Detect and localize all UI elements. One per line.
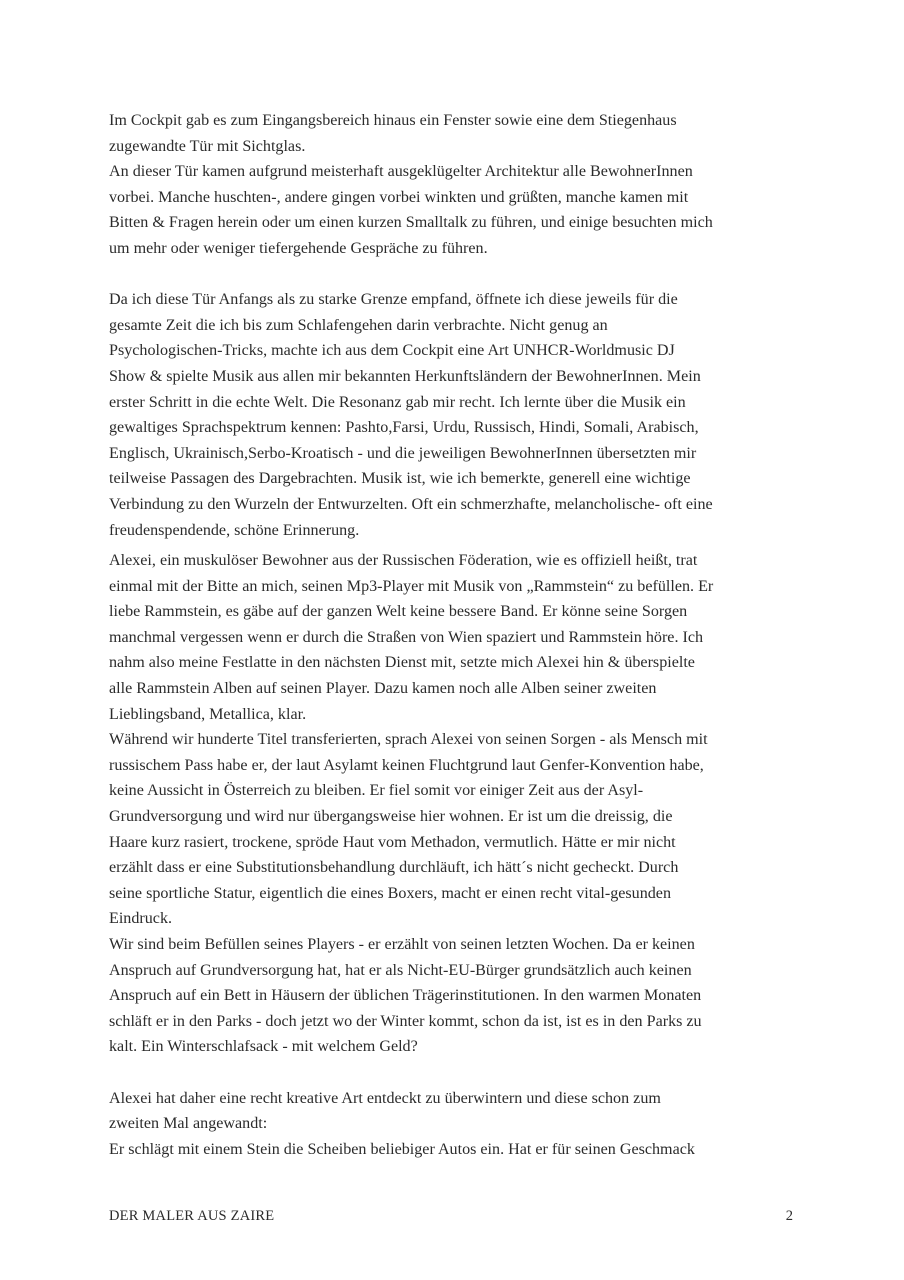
footer-document-title: DER MALER AUS ZAIRE <box>109 1208 275 1224</box>
page-body <box>109 108 799 1162</box>
paragraph-alexei-winter: Alexei hat daher eine recht kreative Art entdeckt zu überwintern und diese schon zum zweiten Mal angewandt: Er schlägt mit einem Stein die Scheiben beliebiger Autos ein. Hat er für seinen Geschmack <box>109 1089 695 1158</box>
paragraph-spacer <box>109 262 799 288</box>
paragraph-worldmusic-dj: Da ich diese Tür Anfangs als zu starke Grenze empfand, öffnete ich diese jeweils für die gesamte Zeit die ich bis zum Schlafengehen darin verbrachte. Nicht genug an Psychologischen-Tricks, machte ich aus dem Cockpit eine Art UNHCR-Worldmusic DJ Show & spielte Musik aus allen mir bekannten Herkunftsländern der BewohnerInnen. Mein erster Schritt in die echte Welt. Die Resonanz gab mir recht. Ich lernte über die Musik ein gewaltiges Sprachspektrum kennen: Pashto,Farsi, Urdu, Russisch, Hindi, Somali, Arabisch, Englisch, Ukrainisch,Serbo-Kroatisch - und die jeweiligen BewohnerInnen übersetzten mir teilweise Passagen des Dargebrachten. Musik ist, wie ich bemerkte, generell eine wichtige Verbindung zu den Wurzeln der Entwurzelten. Oft ein schmerzhafte, melancholische- oft eine freudenspendende, schöne Erinnerung. <box>109 291 713 539</box>
paragraph-alexei-rammstein: Alexei, ein muskulöser Bewohner aus der Russischen Föderation, wie es offiziell heißt, trat einmal mit der Bitte an mich, seinen Mp3-Player mit Musik von „Rammstein“ zu befüllen. Er liebe Rammstein, es gäbe auf der ganzen Welt keine bessere Band. Er könne seine Sorgen manchmal vergessen wenn er durch die Straßen von Wien spaziert und Rammstein höre. Ich nahm also meine Festlatte in den nächsten Dienst mit, setzte mich Alexei hin & überspielte alle Rammstein Alben auf seinen Player. Dazu kamen noch alle Alben seiner zweiten Lieblingsband, Metallica, klar. Während wir hunderte Titel transferierten, sprach Alexei von seinen Sorgen - als Mensch mit russischem Pass habe er, der laut Asylamt keinen Fluchtgrund laut Genfer-Konvention habe, keine Aussicht in Österreich zu bleiben. Er fiel somit vor einiger Zeit aus der Asyl- Grundversorgung und wird nur übergangsweise hier wohnen. Er ist um die dreissig, die Haare kurz rasiert, trockene, spröde Haut vom Methadon, vermutlich. Hätte er mir nicht erzählt dass er eine Substitutionsbehandlung durchläuft, ich hätt´s nicht gecheckt. Durch seine sportliche Statur, eigentlich die eines Boxers, macht er einen recht vital-gesunden Eindruck. Wir sind beim Befüllen seines Players - er erzählt von seinen letzten Wochen. Da er keinen Anspruch auf Grundversorgung hat, hat er als Nicht-EU-Bürger grundsätzlich auch keinen Anspruch auf ein Bett in Häusern der üblichen Trägerinstitutionen. In den warmen Monaten schläft er in den Parks - doch jetzt wo der Winter kommt, schon da ist, ist es in den Parks zu kalt. Ein Winterschlafsack - mit welchem Geld? <box>109 552 714 1056</box>
footer-page-number: 2 <box>785 1208 793 1224</box>
paragraph-cockpit-door: Im Cockpit gab es zum Eingangsbereich hinaus ein Fenster sowie eine dem Stiegenhaus zugewandte Tür mit Sichtglas. An dieser Tür kamen aufgrund meisterhaft ausgeklügelter Architektur alle BewohnerInnen vorbei. Manche huschten-, andere gingen vorbei winkten und grüßten, manche kamen mit Bitten & Fragen herein oder um einen kurzen Smalltalk zu führen, und einige besuchten mich um mehr oder weniger tiefergehende Gespräche zu führen. <box>109 112 713 257</box>
paragraph-spacer <box>109 1060 799 1086</box>
